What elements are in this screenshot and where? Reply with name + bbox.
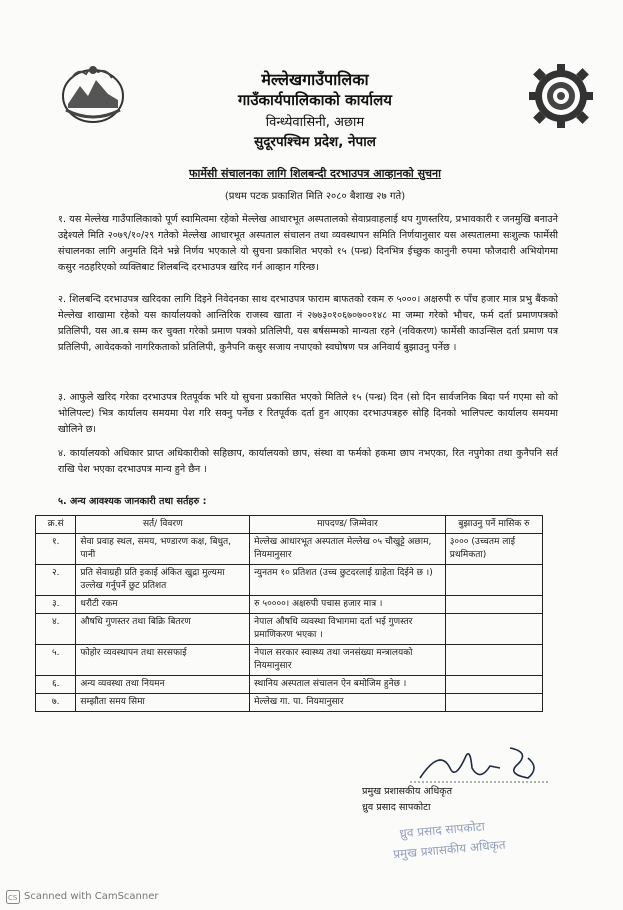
cell-standard: नेपाल सरकार स्वास्थ्य तथा जनसंख्या मन्त्रालयको नियमानुसार bbox=[250, 645, 446, 676]
cell-amount bbox=[445, 694, 542, 712]
cell-amount bbox=[445, 596, 542, 614]
cell-condition: धरौटी रकम bbox=[76, 596, 250, 614]
handwritten-signature bbox=[410, 738, 550, 786]
official-stamp bbox=[380, 812, 550, 862]
paragraph-1: १. यस मेल्लेख गाउँपालिकाको पूर्ण स्वामित्वमा रहेको मेल्लेख आधारभूत अस्पतालको सेवाप्रवाहलाई थप गुणस्तरिय, प्रभावकारी र जनमुखि बनाउने उद्देश्यले मिति २०७९/१०/२९ गतेको मेल्लेख आधारभूत अस्पताल संचालन तथा व्यवस्थापन समिति निर्णयानुसार यस अस्पतालमा सःशुल्क फार्मेसी संचालनका लागि अनुमति दिने भन्ने निर्णय भएकाले यो सुचना प्रकाशित भएको १५ (पन्ध्र) दिनभित्र ईच्छुक कानुनी रुपमा फौजदारी अभियोगमा कसुर नठहरिएको व्यक्तिबाट शिलबन्दि दरभाउपत्र खरिद गर्न आव्हान गरिन्छ। bbox=[58, 214, 558, 273]
scanner-footer bbox=[0, 886, 623, 910]
notice-subtitle: (प्रथम पटक प्रकाशित मिति २०८० बैशाख २७ गते) bbox=[224, 191, 406, 202]
municipality-name: मेल्लेखगाउँपालिका bbox=[261, 70, 369, 89]
cell-amount bbox=[445, 565, 542, 596]
header-monthly-amount: बुझाउनु पर्ने मासिक रु bbox=[445, 516, 542, 534]
footer-text: Scanned with CamScanner bbox=[24, 891, 159, 902]
table-row bbox=[36, 694, 543, 712]
table-row bbox=[36, 596, 543, 614]
section-5-heading: ५. अन्य आवश्यक जानकारी तथा सर्तहरु : bbox=[58, 496, 207, 507]
header-standard: मापदण्ड/ जिम्मेवार bbox=[250, 516, 446, 534]
camscanner-icon bbox=[6, 890, 20, 904]
svg-text:CS: CS bbox=[8, 894, 18, 902]
notice-title: फार्मेसी संचालनका लागि शिलबन्दी दरभाउपत्र आव्हानको सुचना bbox=[189, 167, 441, 180]
cell-amount bbox=[445, 645, 542, 676]
signatory-role: प्रमुख प्रशासकीय अधिकृत bbox=[362, 786, 453, 797]
office-name: गाउँकार्यपालिकाको कार्यालय bbox=[237, 91, 392, 109]
paragraph-4: ४. कार्यालयको अधिकार प्राप्त अधिकारीको सहिछाप, कार्यालयको छाप, संस्था वा फर्मको हकमा छाप नभएका, रित नपुगेका तथा कुनैपनि सर्त राखि पेश भएका दरभाउपत्र मान्य हुने छैन । bbox=[58, 448, 558, 475]
table-header-row bbox=[36, 516, 543, 534]
svg-text:ध्रुव प्रसाद सापकोटा: ध्रुव प्रसाद सापकोटा bbox=[398, 819, 486, 841]
cell-serial: ४. bbox=[36, 614, 76, 645]
cell-condition: औषधि गुणस्तर तथा बिक्रि बितरण bbox=[76, 614, 250, 645]
table-row bbox=[36, 534, 543, 565]
cell-serial: १. bbox=[36, 534, 76, 565]
municipality-gear-logo-icon bbox=[527, 62, 595, 130]
cell-amount bbox=[445, 614, 542, 645]
table-row bbox=[36, 614, 543, 645]
cell-serial: ६. bbox=[36, 676, 76, 694]
table-row bbox=[36, 676, 543, 694]
cell-standard: मेल्लेख आधारभूत अस्पताल मेल्लेख ०५ चौखुट्टे अछाम, नियमानुसार bbox=[250, 534, 446, 565]
cell-serial: ७. bbox=[36, 694, 76, 712]
table-row bbox=[36, 565, 543, 596]
cell-amount bbox=[445, 676, 542, 694]
terms-table bbox=[35, 515, 543, 712]
cell-standard: रु ५००००। अक्षरुपी पचास हजार मात्र । bbox=[250, 596, 446, 614]
cell-condition: अन्य व्यवस्था तथा नियमन bbox=[76, 676, 250, 694]
nepal-emblem-icon bbox=[58, 60, 128, 126]
paragraph-2: २. शिलबन्दि दरभाउपत्र खरिदका लागि दिइने निवेदनका साथ दरभाउपत्र फाराम बाफतको रकम रु ५०००। अक्षरुपी रु पाँच हजार मात्र प्रभु बैंकको मेल्लेख शाखामा रहेको यस कार्यालयको आन्तिरिक राजस्व खाता नं २७७३०१०६७०७००१४८ मा जम्मा गरेको भौचर, फर्म दर्ता प्रमाणपत्रको प्रतिलिपी, यस आ.ब सम्म कर चुक्ता गरेको प्रमाण पत्रको प्रतिलिपी, यस बर्षसम्मको मान्यता रहने (नविकरण) फार्मेसी काउन्सिल दर्ता प्रमाण पत्र प्रतिलिपी, आवेदकको नागरिकताको प्रतिलिपी, कुनैपनि कसुर सजाय नपाएको स्वघोषण पत्र अनिवार्य बुझाउनु पर्नेछ । bbox=[58, 294, 558, 353]
table-row bbox=[36, 645, 543, 676]
province-name: सुदूरपश्चिम प्रदेश, नेपाल bbox=[254, 134, 376, 150]
svg-text:प्रमुख प्रशासकीय अधिकृत: प्रमुख प्रशासकीय अधिकृत bbox=[392, 837, 507, 862]
signatory-name: ध्रुव प्रसाद सापकोटा bbox=[362, 802, 431, 813]
cell-standard: स्थानिय अस्पताल संचालन ऐन बमोजिम हुनेछ । bbox=[250, 676, 446, 694]
cell-standard: न्युनतम १० प्रतिशत (उच्च छुटदरलाई ग्राहेता दिईने छ ।) bbox=[250, 565, 446, 596]
cell-serial: ५. bbox=[36, 645, 76, 676]
paragraph-3: ३. आफुले खरिद गरेका दरभाउपत्र रितपूर्वक भरि यो सुचना प्रकासित भएको मितिले १५ (पन्ध्र) दिन (सो दिन सार्वजनिक बिदा पर्न गएमा सो को भोलिपल्ट) भित्र कार्यालय समयमा पेश गरि सक्नु पर्नेछ र रितपूर्वक दर्ता हुन आएका दरभाउपत्रहरु सोहि दिनको भालिपल्ट कार्यालय समयमा खोलिने छ। bbox=[58, 392, 558, 435]
cell-standard: नेपाल औषधि व्यवस्था विभागमा दर्ता भई गुणस्तर प्रमाणिकरण भएका । bbox=[250, 614, 446, 645]
cell-amount: ३००० (उच्चतम लाई प्रथमिकता) bbox=[445, 534, 542, 565]
cell-condition: सेवा प्रवाह स्थल, समय, भण्डारण कक्ष, बिधुत, पानी bbox=[76, 534, 250, 565]
header-serial: क्र.सं bbox=[36, 516, 76, 534]
cell-condition: प्रति सेवाग्रही प्रति इकाई अंकित खुद्रा मुल्यमा उल्लेख गर्नुपर्ने छुट प्रतिशत bbox=[76, 565, 250, 596]
cell-standard: मेल्लेख गा. पा. नियमानुसार bbox=[250, 694, 446, 712]
office-address: विन्ध्येवासिनी, अछाम bbox=[265, 115, 365, 130]
cell-serial: ३. bbox=[36, 596, 76, 614]
cell-serial: २. bbox=[36, 565, 76, 596]
cell-condition: सम्झौता समय सिमा bbox=[76, 694, 250, 712]
header-condition: सर्त/ विवरण bbox=[76, 516, 250, 534]
cell-condition: फोहोर व्यवस्थापन तथा सरसफाई bbox=[76, 645, 250, 676]
